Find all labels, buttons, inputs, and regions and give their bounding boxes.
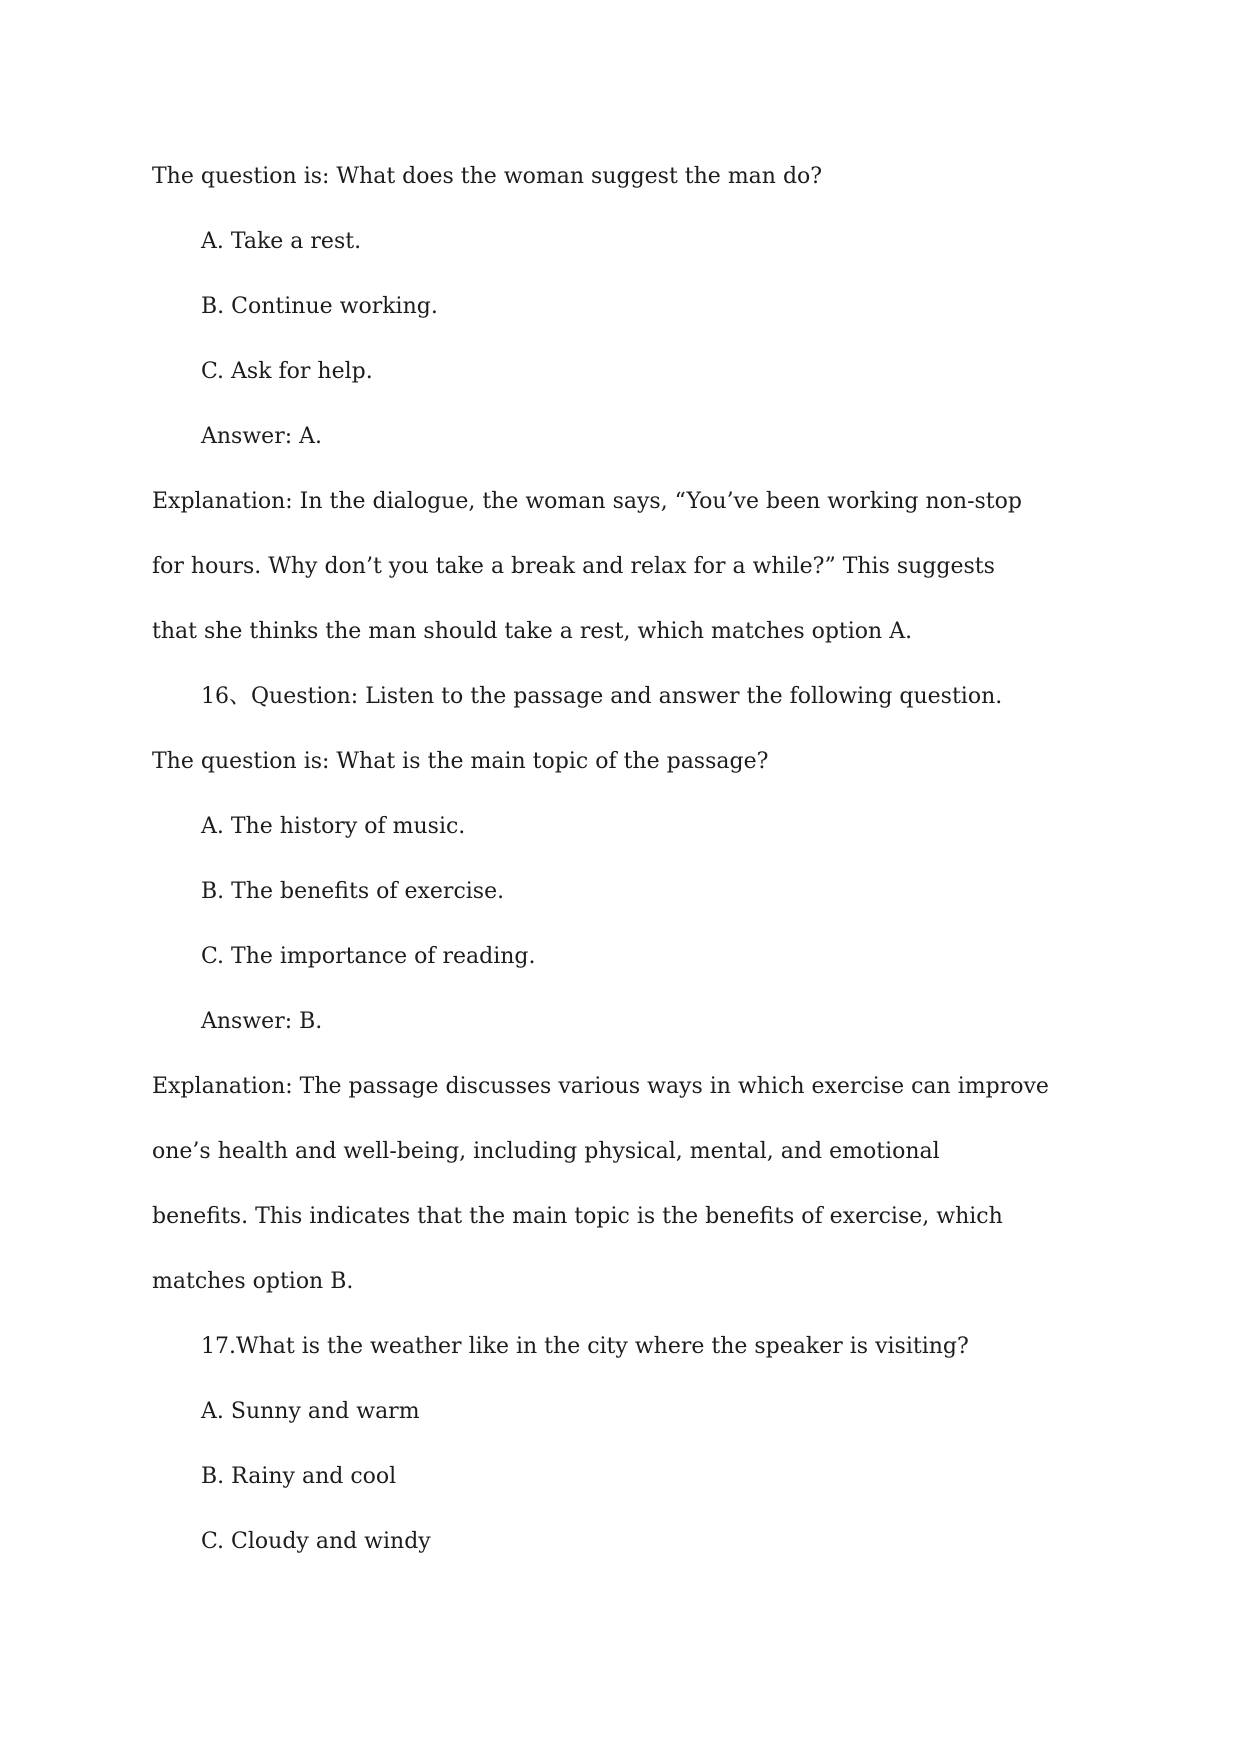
explanation-15-line-3: that she thinks the man should take a rest, which matches option A. — [152, 619, 913, 644]
explanation-16-line-1: Explanation: The passage discusses various ways in which exercise can improve — [152, 1074, 1049, 1099]
question-prompt-16: The question is: What is the main topic of the passage? — [152, 749, 769, 774]
explanation-15-line-2: for hours. Why don’t you take a break and relax for a while?” This suggests — [152, 554, 995, 579]
option-b-15: B. Continue working. — [201, 294, 438, 319]
explanation-16-line-4: matches option B. — [152, 1269, 354, 1294]
option-c-15: C. Ask for help. — [201, 359, 373, 384]
answer-16: Answer: B. — [201, 1009, 323, 1034]
question-17-heading: 17.What is the weather like in the city where the speaker is visiting? — [201, 1334, 969, 1359]
option-c-17: C. Cloudy and windy — [201, 1529, 431, 1554]
question-16-heading: 16、Question: Listen to the passage and answer the following question. — [201, 684, 1003, 709]
option-a-17: A. Sunny and warm — [201, 1399, 420, 1424]
option-a-15: A. Take a rest. — [201, 229, 362, 254]
option-a-16: A. The history of music. — [201, 814, 466, 839]
option-b-16: B. The benefits of exercise. — [201, 879, 505, 904]
explanation-15-line-1: Explanation: In the dialogue, the woman says, “You’ve been working non-stop — [152, 489, 1022, 514]
option-b-17: B. Rainy and cool — [201, 1464, 397, 1489]
question-prompt-15: The question is: What does the woman suggest the man do? — [152, 164, 823, 189]
option-c-16: C. The importance of reading. — [201, 944, 536, 969]
answer-15: Answer: A. — [201, 424, 322, 449]
explanation-16-line-2: one’s health and well-being, including physical, mental, and emotional — [152, 1139, 940, 1164]
explanation-16-line-3: benefits. This indicates that the main topic is the benefits of exercise, which — [152, 1204, 1003, 1229]
document-body — [152, 144, 1102, 1574]
